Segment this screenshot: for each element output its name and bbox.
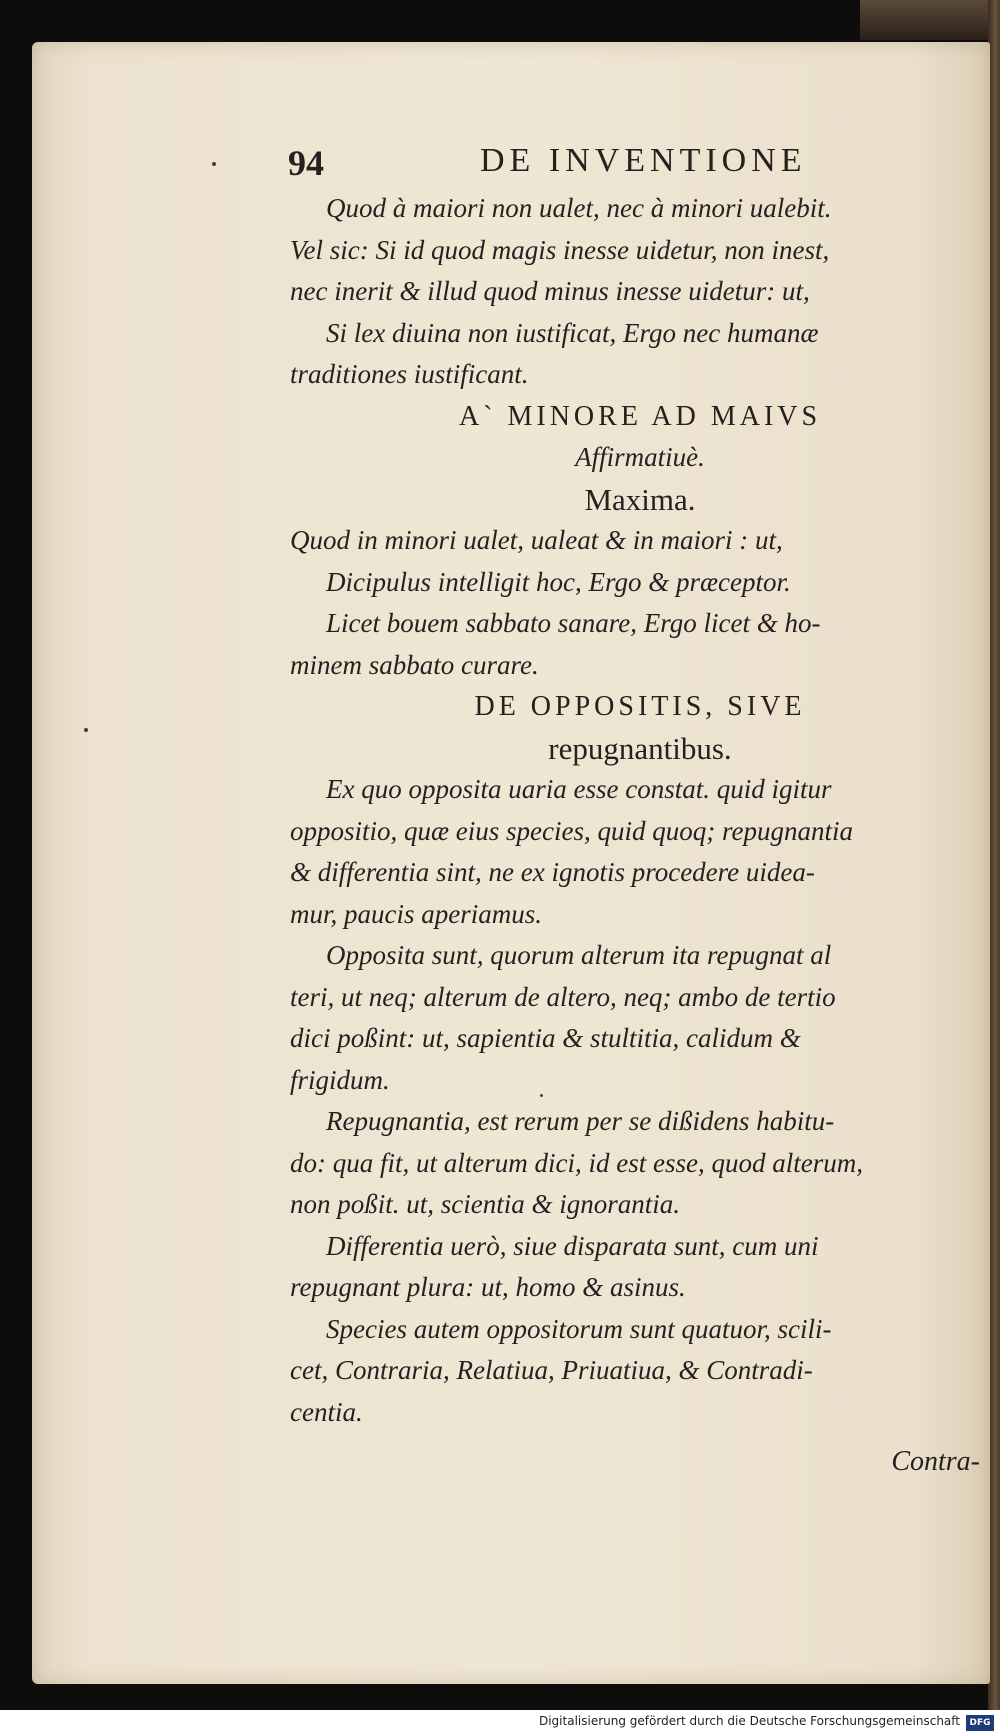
text-line: Licet bouem sabbato sanare, Ergo licet & ho-: [326, 608, 821, 638]
text-body: [290, 188, 990, 1433]
text-line: non poßit. ut, scientia & ignorantia.: [290, 1189, 680, 1219]
dfg-logo: DFG: [966, 1715, 994, 1731]
text-line: frigidum.: [290, 1064, 390, 1095]
text-line: & differentia sint, ne ex ignotis procedere uidea-: [290, 857, 815, 887]
text-line: traditiones iustificant.: [290, 359, 529, 389]
book-page: [32, 42, 990, 1684]
text-line: Species autem oppositorum sunt quatuor, scili-: [326, 1313, 832, 1344]
section-heading: A` MINORE AD MAIVS: [458, 400, 822, 432]
text-line: Repugnantia, est rerum per se dißidens habitu-: [326, 1106, 835, 1136]
book-top-edge: [860, 0, 1000, 40]
running-head-title: DE INVENTIONE: [480, 142, 807, 179]
ink-speck: [84, 728, 88, 732]
section-subheading: Maxima.: [584, 481, 696, 517]
text-line: teri, ut neq; alterum de altero, neq; ambo de tertio: [290, 981, 836, 1012]
text-line: do: qua fit, ut alterum dici, id est esse, quod alterum,: [290, 1147, 863, 1178]
text-line: dici poßint: ut, sapientia & stultitia, calidum &: [290, 1023, 801, 1053]
text-line: Quod in minori ualet, ualeat & in maiori : ut,: [290, 525, 783, 555]
ink-speck: [212, 162, 216, 166]
text-line: Opposita sunt, quorum alterum ita repugnat al: [326, 940, 832, 970]
text-line: Vel sic: Si id quod magis inesse uidetur, non inest,: [290, 234, 830, 265]
text-line: oppositio, quæ eius species, quid quoq; repugnantia: [290, 815, 853, 846]
section-heading: DE OPPOSITIS, SIVE: [474, 691, 806, 722]
catchword: Contra-: [891, 1446, 980, 1477]
text-line: repugnant plura: ut, homo & asinus.: [290, 1272, 686, 1302]
text-line: mur, paucis aperiamus.: [290, 898, 543, 929]
text-line: Dicipulus intelligit hoc, Ergo & præceptor.: [326, 566, 791, 597]
text-line: nec inerit & illud quod minus inesse uidetur: ut,: [290, 276, 810, 306]
page-text: [290, 138, 990, 1483]
text-line: cet, Contraria, Relatiua, Priuatiua, & Contradi-: [290, 1355, 813, 1385]
section-subheading: repugnantibus.: [548, 730, 732, 766]
text-line: centia.: [290, 1396, 363, 1427]
funding-credit: Digitalisierung gefördert durch die Deutsche Forschungsgemeinschaft: [538, 1714, 960, 1728]
page-number: 94: [288, 143, 324, 183]
text-line: Si lex diuina non iustificat, Ergo nec humanæ: [326, 317, 819, 348]
digitization-footer: [0, 1710, 1000, 1736]
text-line: Quod à maiori non ualet, nec à minori ualebit.: [326, 193, 832, 223]
text-line: Differentia uerò, siue disparata sunt, cum uni: [326, 1230, 819, 1261]
running-head: [290, 138, 990, 188]
section-subheading: Affirmatiuè.: [575, 442, 705, 472]
text-line: Ex quo opposita uaria esse constat. quid igitur: [326, 774, 832, 804]
text-line: minem sabbato curare.: [290, 649, 539, 680]
